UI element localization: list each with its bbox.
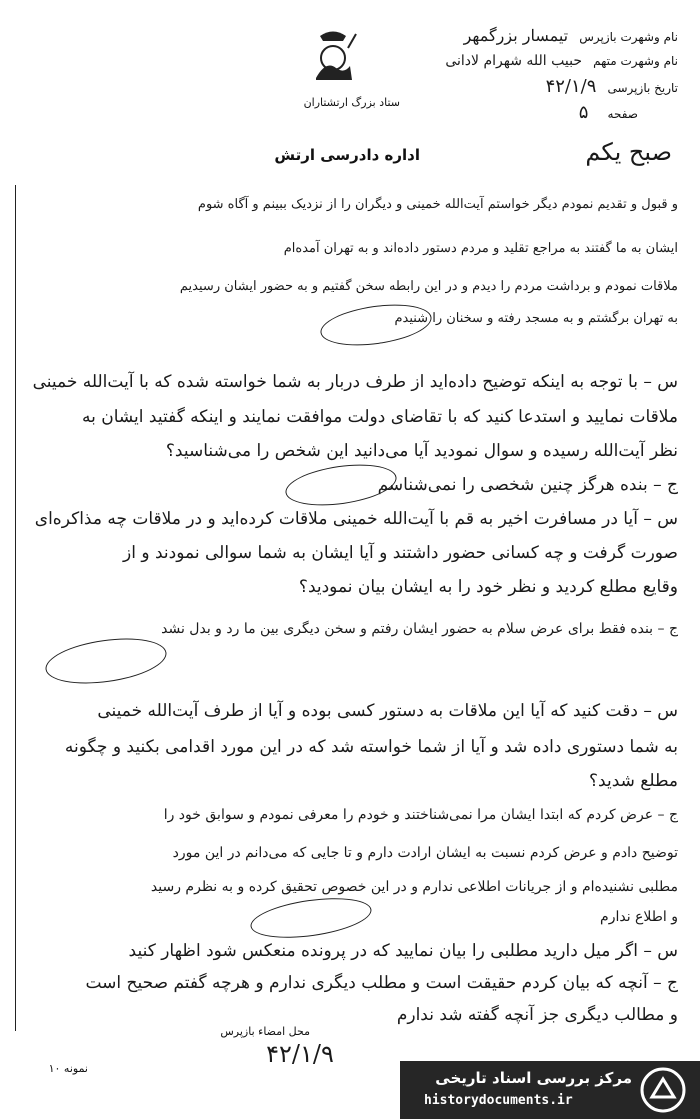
signature-place-label: محل امضاء بازپرس xyxy=(220,1025,310,1038)
body-line: و مطالب دیگری جز آنچه گفته شد ندارم xyxy=(396,1005,678,1025)
header-fields xyxy=(438,26,678,128)
body-line: س – آیا در مسافرت اخیر به قم با آیت‌الله خمینی ملاقات کرده‌اید و در ملاقات چه مذاکره‌ای xyxy=(34,509,678,529)
body-line: مطلع شدید؟ xyxy=(589,771,678,791)
footer-date: ۴۲/۱/۹ xyxy=(266,1040,334,1068)
session-label: صبح یکم xyxy=(585,138,672,166)
body-line: و قبول و تقدیم نمودم دیگر خواستم آیت‌الله خمینی و دیگران را از نزدیک ببینم و آگاه شوم xyxy=(197,197,678,212)
body-line: ایشان به ما گفتند به مراجع تقلید و مردم دستور داده‌اند و به تهران آمده‌ام xyxy=(283,241,678,256)
form-number: نمونه ۱۰ xyxy=(48,1062,88,1075)
watermark-title: مرکز بررسی اسناد تاریخی xyxy=(435,1069,632,1087)
body-line: ج – بنده هرگز چنین شخصی را نمی‌شناسم xyxy=(377,475,678,495)
body-line: س – اگر میل دارید مطلبی را بیان نمایید که در پرونده منعکس شود اظهار کنید xyxy=(128,941,678,961)
body-line: به شما دستوری داده شد و آیا از شما خواسته شد که در این مورد اقدامی بکنید و چگونه xyxy=(64,737,678,757)
field-date: تاریخ بازپرسی ۴۲/۱/۹ xyxy=(545,76,678,97)
watermark-badge xyxy=(400,1061,700,1119)
field-investigator: نام وشهرت بازپرس تیمسار بزرگمهر xyxy=(463,26,678,45)
department-title: اداره دادرسی ارتش xyxy=(274,146,420,164)
body-line: س – با توجه به اینکه توضیح داده‌اید از طرف دربار به شما خواسته شده که با آیت‌الله خمینی xyxy=(32,372,678,392)
body-line: مطلبی نشنیده‌ام و از جریانات اطلاعی ندارم و در این خصوص تحقیق کرده و به نظرم رسید xyxy=(150,879,678,895)
body-line: ملاقات نمایید و استدعا کنید که با تقاضای دولت موافقت نمایند و اینکه گفتید ایشان به xyxy=(81,407,678,427)
lion-and-sun-emblem-icon xyxy=(298,28,368,90)
body-line: س – دقت کنید که آیا این ملاقات به دستور کسی بوده و آیا از طرف آیت‌الله خمینی xyxy=(97,701,678,721)
book-logo-icon xyxy=(640,1067,686,1113)
field-page: صفحه ۵ xyxy=(578,102,638,123)
watermark-url: historydocuments.ir xyxy=(424,1093,573,1108)
body-line: توضیح دادم و عرض کردم نسبت به ایشان ارادت دارم و تا جایی که می‌دانم در این مورد xyxy=(172,845,678,861)
body-line: ج – آنچه که بیان کردم حقیقت است و مطلب دیگری ندارم و هرچه گفتم صحیح است xyxy=(85,973,678,993)
field-accused: نام وشهرت متهم حبیب الله شهرام لادانی xyxy=(445,53,678,69)
margin-line xyxy=(15,185,16,1031)
body-line: ج – عرض کردم که ابتدا ایشان مرا نمی‌شناختند و خودم را معرفی نمودم و سوابق خود را xyxy=(163,807,678,823)
body-line: نظر آیت‌الله رسیده و سوال نمودید آیا می‌دانید این شخص را می‌شناسید؟ xyxy=(165,441,678,461)
emblem xyxy=(298,28,368,90)
body-line: به تهران برگشتم و به مسجد رفته و سخنان را شنیدم xyxy=(394,311,678,326)
body-line: وقایع مطلع کردید و نظر خود را به ایشان بیان نمودید؟ xyxy=(298,577,678,597)
body-line: ملاقات نمودم و برداشت مردم را دیدم و در این رابطه سخن گفتیم و به حضور ایشان رسیدیم xyxy=(179,279,678,294)
body-line: صورت گرفت و چه کسانی حضور داشتند و آیا ایشان به شما سوالی نمودند و از xyxy=(123,543,678,563)
body-line: و اطلاع ندارم xyxy=(600,909,678,925)
org-name: ستاد بزرگ ارتشتاران xyxy=(303,96,400,109)
body-line: ج – بنده فقط برای عرض سلام به حضور ایشان رفتم و سخن دیگری بین ما رد و بدل نشد xyxy=(161,621,678,637)
